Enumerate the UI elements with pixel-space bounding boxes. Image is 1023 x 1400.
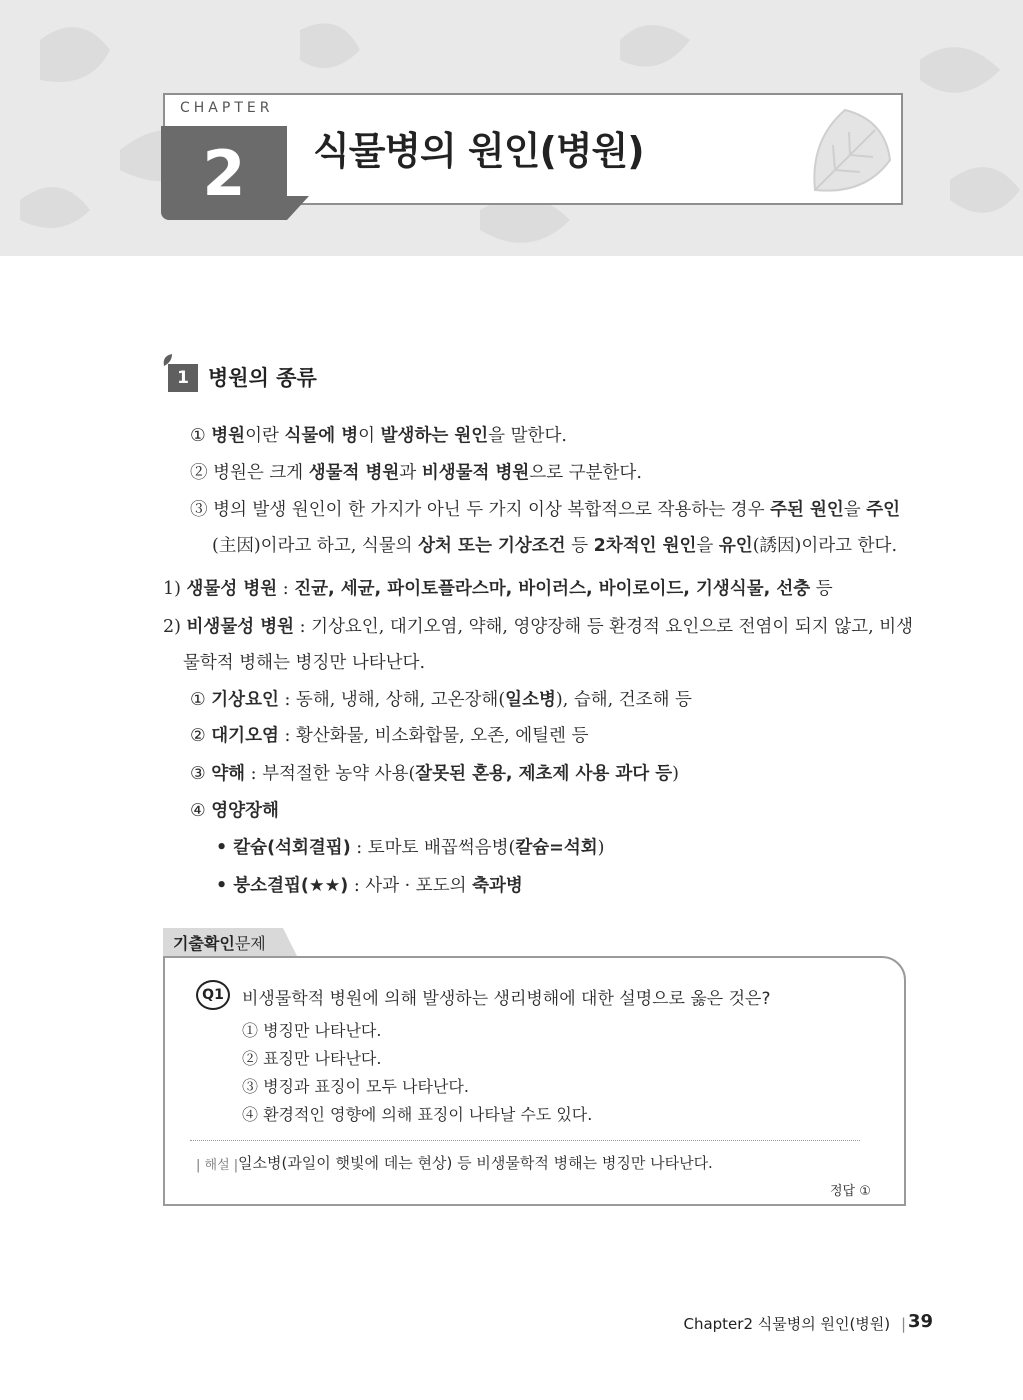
text-run: ) <box>597 838 605 858</box>
section-title: 병원의 종류 <box>208 366 317 390</box>
bold-term: 유인 <box>718 536 753 556</box>
bold-term: 약해 <box>211 764 246 784</box>
text-run: ② 병원은 크게 <box>190 463 309 483</box>
section-number: 1 <box>168 364 198 392</box>
bold-term: • 붕소결핍(★★) <box>216 876 349 896</box>
answer-text: 정답 ① <box>830 1184 871 1199</box>
text-run: 과 <box>399 463 422 483</box>
item-line <box>190 686 692 711</box>
bold-term: 대기오염 <box>211 726 279 746</box>
text-run: 으로 구분한다. <box>529 463 642 483</box>
text-run: 물학적 병해는 병징만 나타난다. <box>183 653 426 673</box>
bold-term: 비생물성 병원 <box>186 617 295 637</box>
bold-term: • 칼슘(석회결핍) <box>216 838 351 858</box>
explain-label: | 해설 | <box>196 1158 239 1173</box>
choice-item: ② 표징만 나타난다. <box>242 1049 382 1068</box>
bold-term: 일소병 <box>505 690 556 710</box>
item-line <box>216 834 605 859</box>
text-run: 이란 <box>245 426 285 446</box>
text-run: : <box>277 579 295 599</box>
bold-term: 주인 <box>866 500 901 520</box>
item-line <box>183 649 425 674</box>
text-run: 을 <box>696 536 719 556</box>
chapter-number-notch <box>287 196 309 220</box>
footer-chapter-text: Chapter2 식물병의 원인(병원) <box>683 1315 891 1333</box>
text-run: 을 <box>843 500 867 520</box>
bold-term: 잘못된 혼용, 제초제 사용 과다 등 <box>415 764 673 784</box>
item-line <box>216 872 523 897</box>
question-badge: Q1 <box>196 980 230 1010</box>
bold-term: 주된 원인 <box>770 500 844 520</box>
page-number: 39 <box>908 1311 934 1332</box>
bold-term: 기상요인 <box>211 690 279 710</box>
intro-line <box>190 422 567 447</box>
chapter-title: 식물병의 원인(병원) <box>313 129 644 173</box>
text-run: : 부적절한 농약 사용( <box>245 764 416 784</box>
item-line <box>163 613 913 638</box>
intro-line <box>212 532 897 557</box>
text-run: 등 <box>565 536 594 556</box>
text-run: ③ <box>190 764 212 784</box>
item-line <box>190 722 588 747</box>
text-run: : 황산화물, 비소화합물, 오존, 에틸렌 등 <box>278 726 589 746</box>
text-run: ① <box>190 690 212 710</box>
divider <box>190 1140 860 1141</box>
footer-separator: | <box>900 1315 906 1333</box>
choice-item: ③ 병징과 표징이 모두 나타난다. <box>242 1077 469 1096</box>
choice-item: ① 병징만 나타난다. <box>242 1021 382 1040</box>
bold-term: 비생물적 병원 <box>421 463 530 483</box>
bold-term: 영양장해 <box>211 801 279 821</box>
exam-tab <box>163 928 283 956</box>
bold-term: 병원 <box>211 426 246 446</box>
bold-term: 발생하는 원인 <box>380 426 489 446</box>
text-run: ④ <box>190 801 212 821</box>
text-run: 이 <box>358 426 381 446</box>
text-run: : 기상요인, 대기오염, 약해, 영양장해 등 환경적 요인으로 전염이 되지 않고, 비생 <box>294 617 914 637</box>
item-line <box>190 797 279 822</box>
exam-tab-notch <box>283 928 297 956</box>
bold-term: 생물성 병원 <box>186 579 278 599</box>
bold-term: 상처 또는 기상조건 <box>418 536 566 556</box>
intro-line <box>190 496 900 521</box>
text-run: ), 습해, 건조해 등 <box>555 690 692 710</box>
explain-text: 일소병(과일이 햇빛에 데는 현상) 등 비생물학적 병해는 병징만 나타난다. <box>238 1154 713 1172</box>
question-text: 비생물학적 병원에 의해 발생하는 생리병해에 대한 설명으로 옳은 것은? <box>242 989 771 1009</box>
text-run: : 사과 · 포도의 <box>348 876 473 896</box>
chapter-number: 2 <box>161 126 287 220</box>
text-run: 1) <box>163 579 187 599</box>
bold-term: 진균, 세균, 파이토플라스마, 바이러스, 바이로이드, 기생식물, 선충 <box>294 579 811 599</box>
leaf-icon <box>805 100 895 200</box>
text-run: (主因)이라고 하고, 식물의 <box>212 536 419 556</box>
footer-chapter <box>683 1313 906 1334</box>
chapter-label: CHAPTER <box>180 100 274 116</box>
bold-term: 축과병 <box>472 876 523 896</box>
text-run: ) <box>672 764 679 784</box>
item-line <box>190 760 679 785</box>
text-run: 을 말한다. <box>488 426 567 446</box>
text-run: 등 <box>810 579 833 599</box>
text-run: : 동해, 냉해, 상해, 고온장해( <box>278 690 506 710</box>
text-run: : 토마토 배꼽썩음병( <box>350 838 516 858</box>
text-run: ③ 병의 발생 원인이 한 가지가 아닌 두 가지 이상 복합적으로 작용하는 경우 <box>190 500 771 520</box>
item-line <box>163 575 833 600</box>
bold-term: 칼슘=석회 <box>515 838 598 858</box>
bold-term: 식물에 병 <box>284 426 359 446</box>
bold-term: 생물적 병원 <box>308 463 400 483</box>
exam-tab-rest: 문제 <box>234 933 266 953</box>
intro-line <box>190 459 642 484</box>
text-run: ① <box>190 426 212 446</box>
text-run: 2) <box>163 617 187 637</box>
bold-term: 2차적인 원인 <box>593 536 697 556</box>
exam-tab-bold: 기출확인 <box>173 933 235 953</box>
choice-item: ④ 환경적인 영향에 의해 표징이 나타날 수도 있다. <box>242 1105 593 1124</box>
text-run: ② <box>190 726 212 746</box>
text-run: (誘因)이라고 한다. <box>752 536 898 556</box>
